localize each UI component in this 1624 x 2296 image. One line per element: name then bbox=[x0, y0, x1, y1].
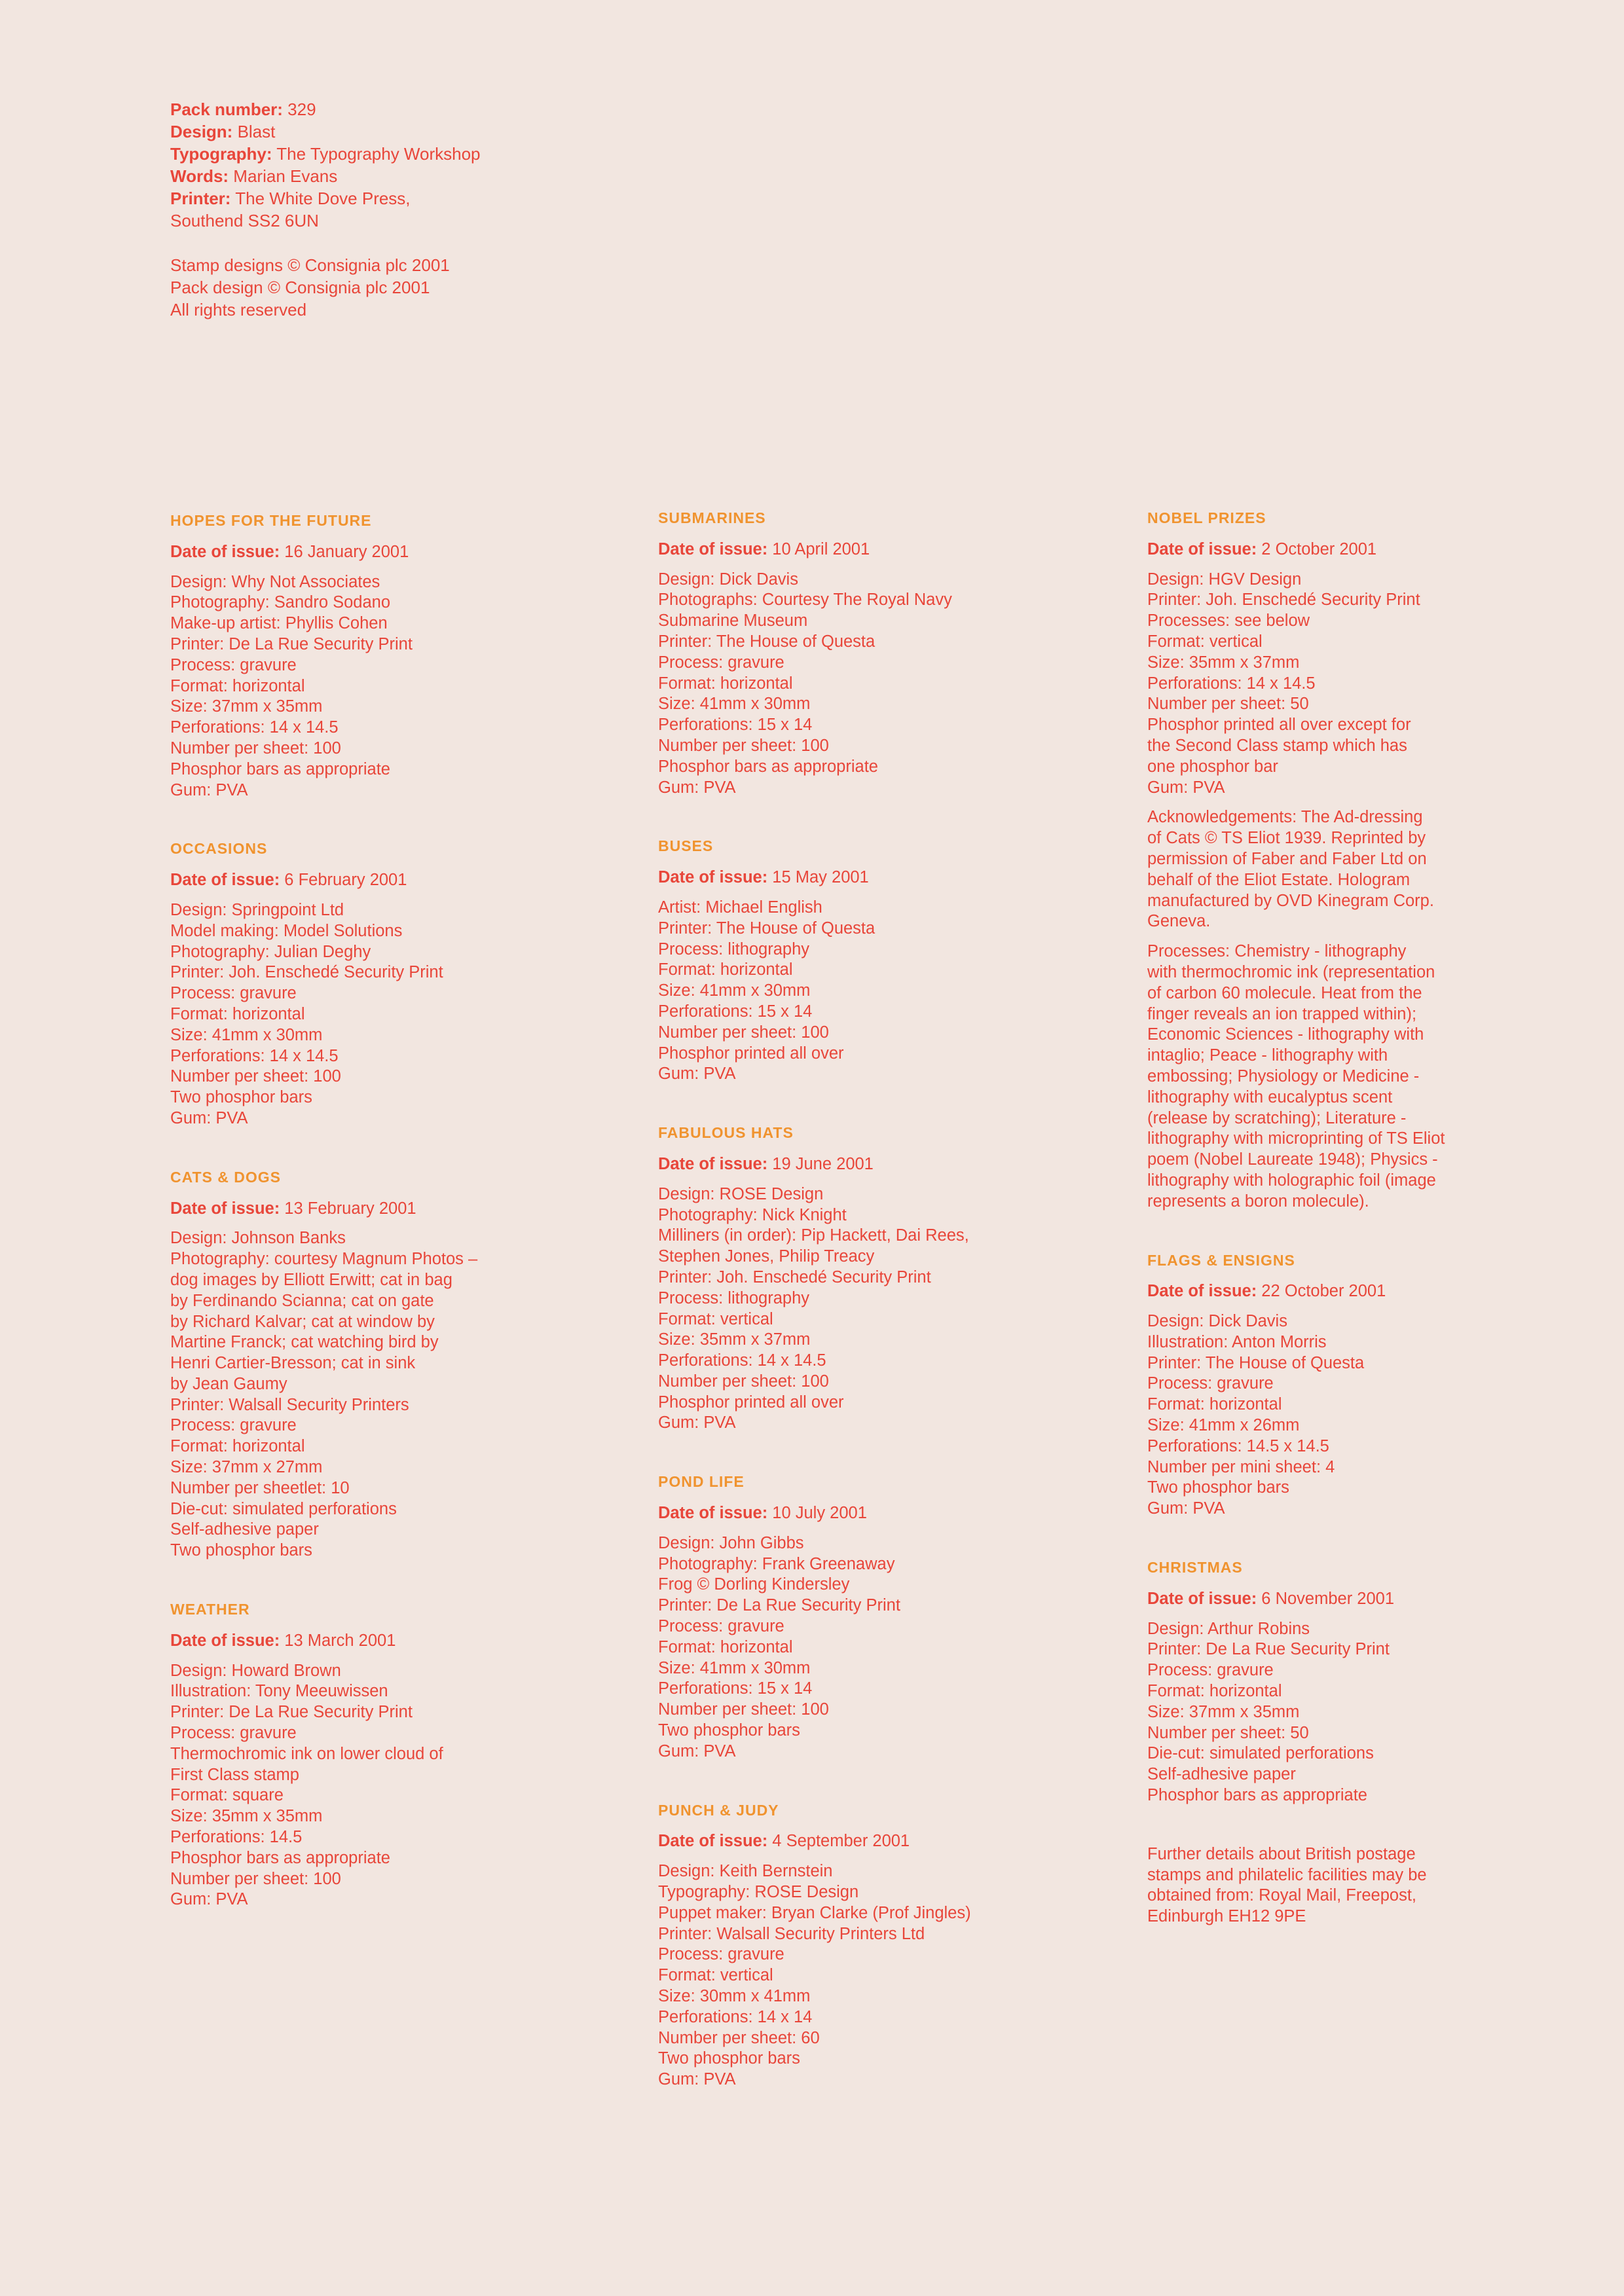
detail-line: Two phosphor bars bbox=[170, 1088, 312, 1107]
issue-date: 19 June 2001 bbox=[767, 1154, 874, 1173]
detail-line: Printer: De La Rue Security Print bbox=[170, 634, 413, 653]
detail-line: Phosphor printed all over bbox=[658, 1393, 844, 1412]
issue-date: 6 November 2001 bbox=[1257, 1589, 1395, 1608]
note-line: permission of Faber and Faber Ltd on bbox=[1147, 849, 1427, 868]
stamp-issue-section bbox=[170, 1599, 602, 1910]
detail-line: Format: vertical bbox=[658, 1309, 773, 1328]
detail-line: Gum: PVA bbox=[1147, 778, 1225, 797]
credit-value: The White Dove Press, bbox=[231, 189, 411, 208]
detail-line: Photography: courtesy Magnum Photos – bbox=[170, 1250, 478, 1269]
detail-line: Perforations: 15 x 14 bbox=[658, 1002, 813, 1021]
detail-line: Format: square bbox=[170, 1786, 284, 1805]
detail-line: Format: horizontal bbox=[1147, 1682, 1282, 1701]
section-title: BUSES bbox=[658, 837, 714, 855]
detail-line: Size: 37mm x 35mm bbox=[1147, 1702, 1300, 1721]
detail-line: Format: horizontal bbox=[170, 676, 305, 695]
detail-line: Process: gravure bbox=[170, 1724, 297, 1743]
column-2 bbox=[658, 508, 1090, 2128]
detail-line: Process: gravure bbox=[170, 1416, 297, 1435]
detail-line: Printer: The House of Questa bbox=[658, 919, 876, 938]
detail-line: Printer: Joh. Enschedé Security Print bbox=[1147, 591, 1420, 610]
detail-line: Two phosphor bars bbox=[658, 2049, 800, 2068]
further-line: Further details about British postage bbox=[1147, 1844, 1416, 1863]
detail-line: Size: 35mm x 37mm bbox=[1147, 653, 1300, 672]
detail-line: Gum: PVA bbox=[658, 1065, 736, 1084]
stamp-issue-section bbox=[658, 508, 1090, 798]
detail-line: Design: Arthur Robins bbox=[1147, 1619, 1310, 1638]
credit-row bbox=[170, 98, 481, 120]
detail-line: Perforations: 14 x 14.5 bbox=[1147, 674, 1316, 693]
date-of-issue bbox=[658, 1503, 1090, 1524]
issue-date: 4 September 2001 bbox=[767, 1832, 910, 1851]
detail-line: Process: gravure bbox=[658, 1617, 784, 1636]
issue-label: Date of issue: bbox=[170, 1631, 280, 1650]
detail-line: Format: horizontal bbox=[658, 674, 793, 693]
detail-line: Printer: De La Rue Security Print bbox=[658, 1596, 900, 1615]
stamp-issue-section bbox=[1147, 1558, 1579, 1806]
issue-label: Date of issue: bbox=[1147, 1282, 1257, 1301]
stamp-issue-section bbox=[170, 1167, 602, 1561]
detail-line: Two phosphor bars bbox=[170, 1541, 312, 1560]
detail-line: Gum: PVA bbox=[658, 1741, 736, 1760]
credit-value: Marian Evans bbox=[229, 166, 338, 186]
note-line: of Cats © TS Eliot 1939. Reprinted by bbox=[1147, 829, 1426, 848]
credit-value: The Typography Workshop bbox=[272, 144, 481, 164]
detail-line: Size: 41mm x 30mm bbox=[658, 981, 811, 1000]
detail-line: Gum: PVA bbox=[1147, 1499, 1225, 1518]
detail-line: Process: lithography bbox=[658, 1288, 810, 1307]
detail-line: Photography: Frank Greenaway bbox=[658, 1554, 895, 1573]
detail-line: Number per sheet: 100 bbox=[170, 738, 341, 757]
detail-line: Size: 41mm x 30mm bbox=[658, 1658, 811, 1677]
detail-line: Design: John Gibbs bbox=[658, 1533, 804, 1552]
credit-label: Typography: bbox=[170, 144, 272, 164]
date-of-issue bbox=[170, 1631, 602, 1652]
detail-line: Gum: PVA bbox=[170, 1108, 248, 1127]
issue-label: Date of issue: bbox=[170, 871, 280, 890]
spacer bbox=[170, 232, 481, 254]
note-line: finger reveals an ion trapped within); bbox=[1147, 1004, 1417, 1023]
credit-value: 329 bbox=[282, 100, 316, 119]
note-line: Acknowledgements: The Ad-dressing bbox=[1147, 808, 1423, 827]
note-line: intaglio; Peace - lithography with bbox=[1147, 1046, 1388, 1065]
detail-line: Gum: PVA bbox=[170, 1890, 248, 1909]
detail-line: Self-adhesive paper bbox=[170, 1520, 319, 1539]
detail-line: Self-adhesive paper bbox=[1147, 1765, 1296, 1784]
issue-date: 13 March 2001 bbox=[280, 1631, 396, 1650]
detail-line: Number per sheet: 100 bbox=[658, 1372, 829, 1391]
detail-line: Design: Why Not Associates bbox=[170, 572, 380, 591]
section-title: CHRISTMAS bbox=[1147, 1559, 1243, 1576]
date-of-issue bbox=[1147, 539, 1579, 560]
note-line: lithography with holographic foil (image bbox=[1147, 1171, 1436, 1190]
detail-line: Printer: De La Rue Security Print bbox=[1147, 1640, 1390, 1659]
section-title: OCCASIONS bbox=[170, 840, 268, 858]
detail-line: Size: 30mm x 41mm bbox=[658, 1987, 811, 2006]
detail-line: Printer: Walsall Security Printers bbox=[170, 1395, 409, 1414]
detail-line: Photography: Nick Knight bbox=[658, 1205, 847, 1224]
pack-credits bbox=[170, 98, 481, 321]
detail-line: Perforations: 14.5 x 14.5 bbox=[1147, 1436, 1329, 1455]
detail-line: Printer: The House of Questa bbox=[1147, 1353, 1365, 1372]
section-title: PUNCH & JUDY bbox=[658, 1801, 779, 1819]
detail-line: Design: Dick Davis bbox=[658, 570, 798, 589]
detail-line: Number per sheet: 100 bbox=[658, 736, 829, 755]
issue-label: Date of issue: bbox=[1147, 1589, 1257, 1608]
date-of-issue bbox=[658, 867, 1090, 888]
detail-line: by Ferdinando Scianna; cat on gate bbox=[170, 1291, 434, 1310]
detail-line: Process: lithography bbox=[658, 939, 810, 958]
detail-line: Process: gravure bbox=[1147, 1374, 1274, 1393]
detail-line: Photography: Julian Deghy bbox=[170, 942, 371, 961]
issue-date: 2 October 2001 bbox=[1257, 539, 1377, 558]
stamp-issue-section bbox=[658, 1800, 1090, 2090]
stamp-issue-section bbox=[170, 511, 602, 801]
detail-line: Gum: PVA bbox=[170, 780, 248, 799]
detail-line: Perforations: 14.5 bbox=[170, 1828, 303, 1847]
detail-line: Die-cut: simulated perforations bbox=[170, 1499, 397, 1518]
section-title: CATS & DOGS bbox=[170, 1168, 282, 1186]
detail-line: Printer: The House of Questa bbox=[658, 632, 876, 651]
date-of-issue bbox=[658, 1831, 1090, 1852]
detail-line: Process: gravure bbox=[170, 655, 297, 674]
detail-line: Printer: Joh. Enschedé Security Print bbox=[170, 963, 443, 982]
detail-line: Process: gravure bbox=[658, 1945, 784, 1964]
detail-line: Design: Dick Davis bbox=[1147, 1312, 1287, 1331]
detail-line: Perforations: 14 x 14.5 bbox=[170, 718, 339, 737]
detail-line: Phosphor bars as appropriate bbox=[1147, 1786, 1367, 1805]
detail-line: Puppet maker: Bryan Clarke (Prof Jingles) bbox=[658, 1903, 971, 1922]
detail-line: Size: 37mm x 27mm bbox=[170, 1458, 323, 1477]
section-title: FABULOUS HATS bbox=[658, 1124, 794, 1142]
issue-date: 13 February 2001 bbox=[280, 1199, 416, 1218]
date-of-issue bbox=[170, 870, 602, 891]
further-line: Edinburgh EH12 9PE bbox=[1147, 1907, 1306, 1926]
detail-line: Printer: De La Rue Security Print bbox=[170, 1703, 413, 1722]
detail-line: Make-up artist: Phyllis Cohen bbox=[170, 614, 388, 633]
detail-line: Printer: Walsall Security Printers Ltd bbox=[658, 1924, 925, 1943]
detail-line: Number per sheet: 100 bbox=[658, 1023, 829, 1042]
detail-line: Illustration: Tony Meeuwissen bbox=[170, 1682, 388, 1701]
detail-line: Format: horizontal bbox=[658, 1637, 793, 1656]
credit-label: Pack number: bbox=[170, 100, 283, 119]
detail-line: Size: 37mm x 35mm bbox=[170, 697, 323, 716]
issue-date: 6 February 2001 bbox=[280, 871, 407, 890]
detail-line: Illustration: Anton Morris bbox=[1147, 1332, 1327, 1351]
detail-line: Photography: Sandro Sodano bbox=[170, 593, 391, 612]
issue-label: Date of issue: bbox=[658, 868, 768, 887]
note-line: with thermochromic ink (representation bbox=[1147, 962, 1435, 981]
credit-label: Printer: bbox=[170, 189, 231, 208]
copyright-line: Stamp designs © Consignia plc 2001 bbox=[170, 255, 450, 275]
detail-line: Phosphor bars as appropriate bbox=[170, 759, 390, 778]
section-title: NOBEL PRIZES bbox=[1147, 509, 1266, 526]
further-line: obtained from: Royal Mail, Freepost, bbox=[1147, 1886, 1417, 1905]
detail-line: Format: horizontal bbox=[1147, 1395, 1282, 1414]
stamp-issue-section bbox=[658, 1472, 1090, 1762]
credit-label: Words: bbox=[170, 166, 229, 186]
date-of-issue bbox=[170, 542, 602, 563]
detail-line: Format: vertical bbox=[1147, 632, 1263, 651]
detail-line: Phosphor printed all over except for bbox=[1147, 716, 1411, 735]
issue-date: 10 July 2001 bbox=[767, 1504, 867, 1523]
section-title: POND LIFE bbox=[658, 1473, 745, 1491]
further-line: stamps and philatelic facilities may be bbox=[1147, 1865, 1427, 1884]
detail-line: Gum: PVA bbox=[658, 2070, 736, 2089]
detail-line: Martine Franck; cat watching bird by bbox=[170, 1333, 439, 1352]
column-3 bbox=[1147, 508, 1579, 1927]
issue-label: Date of issue: bbox=[170, 1199, 280, 1218]
credit-row bbox=[170, 187, 481, 210]
note-line: poem (Nobel Laureate 1948); Physics - bbox=[1147, 1150, 1438, 1169]
copyright-line: All rights reserved bbox=[170, 300, 307, 319]
detail-line: Two phosphor bars bbox=[1147, 1478, 1289, 1497]
note-line: behalf of the Eliot Estate. Hologram bbox=[1147, 870, 1411, 889]
date-of-issue bbox=[658, 1154, 1090, 1175]
note-paragraph bbox=[1147, 941, 1579, 1212]
detail-line: Design: Johnson Banks bbox=[170, 1229, 346, 1248]
credit-value: Blast bbox=[232, 122, 276, 141]
section-title: SUBMARINES bbox=[658, 509, 766, 526]
detail-line: Number per sheet: 60 bbox=[658, 2028, 820, 2047]
detail-line: Frog © Dorling Kindersley bbox=[658, 1575, 850, 1594]
stamp-issue-section bbox=[1147, 508, 1579, 1212]
detail-line: Process: gravure bbox=[170, 984, 297, 1003]
detail-line: dog images by Elliott Erwitt; cat in bag bbox=[170, 1270, 452, 1289]
issue-date: 16 January 2001 bbox=[280, 542, 409, 561]
issue-label: Date of issue: bbox=[658, 1504, 768, 1523]
credit-row bbox=[170, 120, 481, 143]
section-title: FLAGS & ENSIGNS bbox=[1147, 1251, 1295, 1269]
detail-line: by Jean Gaumy bbox=[170, 1374, 287, 1393]
detail-line: Format: horizontal bbox=[170, 1437, 305, 1456]
detail-line: Perforations: 15 x 14 bbox=[658, 1679, 813, 1698]
detail-line: Phosphor bars as appropriate bbox=[658, 757, 878, 776]
detail-line: Milliners (in order): Pip Hackett, Dai Rees, bbox=[658, 1226, 969, 1245]
issue-label: Date of issue: bbox=[1147, 539, 1257, 558]
detail-line: Die-cut: simulated perforations bbox=[1147, 1744, 1374, 1763]
detail-line: Size: 35mm x 35mm bbox=[170, 1807, 323, 1826]
detail-line: Submarine Museum bbox=[658, 611, 808, 630]
detail-line: Design: Howard Brown bbox=[170, 1661, 341, 1680]
note-line: manufactured by OVD Kinegram Corp. bbox=[1147, 891, 1434, 910]
detail-line: Number per sheet: 50 bbox=[1147, 695, 1309, 714]
credit-label: Design: bbox=[170, 122, 233, 141]
detail-line: Two phosphor bars bbox=[658, 1721, 800, 1740]
detail-line: Artist: Michael English bbox=[658, 898, 822, 917]
note-line: (release by scratching); Literature - bbox=[1147, 1108, 1407, 1127]
detail-line: Size: 41mm x 26mm bbox=[1147, 1416, 1300, 1435]
note-line: embossing; Physiology or Medicine - bbox=[1147, 1066, 1420, 1085]
detail-line: Design: Keith Bernstein bbox=[658, 1862, 833, 1881]
note-line: Economic Sciences - lithography with bbox=[1147, 1025, 1424, 1044]
detail-line: Number per mini sheet: 4 bbox=[1147, 1457, 1335, 1476]
detail-line: one phosphor bar bbox=[1147, 757, 1278, 776]
column-1 bbox=[170, 511, 602, 1948]
detail-line: Stephen Jones, Philip Treacy bbox=[658, 1247, 875, 1266]
issue-date: 22 October 2001 bbox=[1257, 1282, 1386, 1301]
issue-label: Date of issue: bbox=[658, 1154, 768, 1173]
copyright-line: Pack design © Consignia plc 2001 bbox=[170, 278, 430, 297]
detail-line: Gum: PVA bbox=[658, 778, 736, 797]
detail-line: Gum: PVA bbox=[658, 1413, 736, 1432]
date-of-issue bbox=[658, 539, 1090, 560]
note-line: of carbon 60 molecule. Heat from the bbox=[1147, 983, 1422, 1002]
detail-line: Printer: Joh. Enschedé Security Print bbox=[658, 1267, 931, 1286]
detail-line: Henri Cartier-Bresson; cat in sink bbox=[170, 1354, 416, 1373]
detail-line: Format: horizontal bbox=[658, 960, 793, 979]
stamp-issue-section bbox=[658, 1123, 1090, 1434]
issue-label: Date of issue: bbox=[170, 542, 280, 561]
detail-line: Size: 35mm x 37mm bbox=[658, 1330, 811, 1349]
credit-value: Southend SS2 6UN bbox=[170, 211, 319, 230]
detail-line: by Richard Kalvar; cat at window by bbox=[170, 1312, 435, 1331]
detail-line: Format: vertical bbox=[658, 1966, 773, 1985]
credit-row bbox=[170, 165, 481, 187]
detail-line: Number per sheet: 100 bbox=[658, 1700, 829, 1719]
detail-line: Number per sheet: 100 bbox=[170, 1067, 341, 1086]
detail-line: Number per sheet: 100 bbox=[170, 1869, 341, 1888]
note-line: lithography with eucalyptus scent bbox=[1147, 1087, 1393, 1106]
section-title: WEATHER bbox=[170, 1601, 250, 1618]
detail-line: Number per sheet: 50 bbox=[1147, 1723, 1309, 1742]
note-line: Geneva. bbox=[1147, 912, 1211, 931]
detail-line: Processes: see below bbox=[1147, 611, 1310, 630]
detail-line: Phosphor bars as appropriate bbox=[170, 1848, 390, 1867]
section-title: HOPES FOR THE FUTURE bbox=[170, 512, 372, 529]
detail-line: Typography: ROSE Design bbox=[658, 1883, 859, 1902]
detail-line: Format: horizontal bbox=[170, 1004, 305, 1023]
detail-line: Size: 41mm x 30mm bbox=[170, 1025, 323, 1044]
detail-line: First Class stamp bbox=[170, 1765, 299, 1784]
detail-line: Perforations: 15 x 14 bbox=[658, 716, 813, 735]
issue-date: 15 May 2001 bbox=[767, 868, 869, 887]
detail-line: Photographs: Courtesy The Royal Navy bbox=[658, 591, 952, 610]
stamp-issue-section bbox=[170, 839, 602, 1129]
detail-line: Perforations: 14 x 14 bbox=[658, 2007, 813, 2026]
detail-line: Model making: Model Solutions bbox=[170, 921, 403, 940]
detail-line: Size: 41mm x 30mm bbox=[658, 695, 811, 714]
note-line: represents a boron molecule). bbox=[1147, 1192, 1369, 1211]
detail-line: Perforations: 14 x 14.5 bbox=[170, 1046, 339, 1065]
detail-line: Perforations: 14 x 14.5 bbox=[658, 1351, 826, 1370]
issue-date: 10 April 2001 bbox=[767, 539, 870, 558]
issue-label: Date of issue: bbox=[658, 539, 768, 558]
detail-line: Design: HGV Design bbox=[1147, 570, 1302, 589]
stamp-issue-section bbox=[658, 836, 1090, 1085]
credit-row bbox=[170, 143, 481, 165]
date-of-issue bbox=[1147, 1281, 1579, 1302]
detail-line: Process: gravure bbox=[658, 653, 784, 672]
detail-line: Process: gravure bbox=[1147, 1661, 1274, 1680]
issue-label: Date of issue: bbox=[658, 1832, 768, 1851]
note-line: Processes: Chemistry - lithography bbox=[1147, 942, 1407, 961]
further-details bbox=[1147, 1844, 1579, 1927]
credit-row bbox=[170, 210, 481, 232]
detail-line: the Second Class stamp which has bbox=[1147, 736, 1407, 755]
detail-line: Number per sheetlet: 10 bbox=[170, 1478, 350, 1497]
date-of-issue bbox=[170, 1199, 602, 1220]
detail-line: Design: ROSE Design bbox=[658, 1184, 824, 1203]
detail-line: Phosphor printed all over bbox=[658, 1044, 844, 1063]
stamp-issue-section bbox=[1147, 1250, 1579, 1520]
detail-line: Thermochromic ink on lower cloud of bbox=[170, 1744, 443, 1763]
date-of-issue bbox=[1147, 1589, 1579, 1610]
note-paragraph bbox=[1147, 807, 1579, 932]
detail-line: Design: Springpoint Ltd bbox=[170, 900, 344, 919]
note-line: lithography with microprinting of TS Eliot bbox=[1147, 1129, 1445, 1148]
